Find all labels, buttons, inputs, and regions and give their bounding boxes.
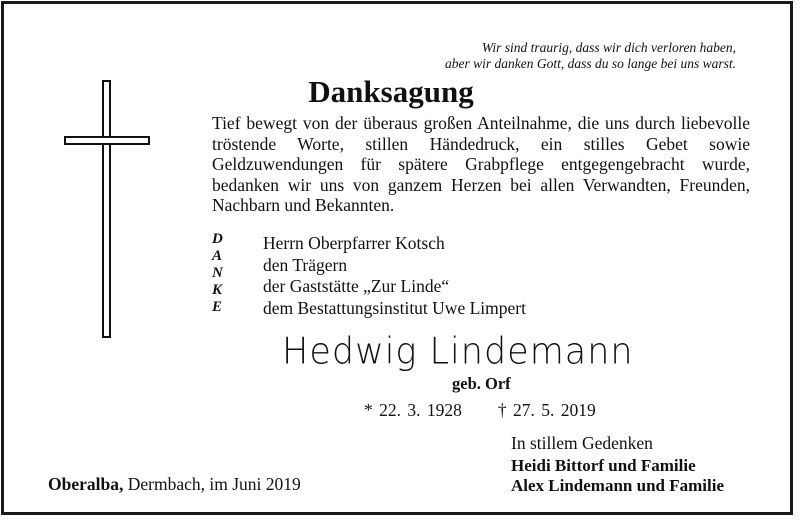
- life-dates: [364, 400, 596, 421]
- obituary-card: [1, 1, 793, 515]
- place-rest: Dermbach, im Juni 2019: [127, 474, 301, 494]
- quote-line-2: aber wir danken Gott, dass du so lange bei uns warst.: [444, 56, 736, 71]
- quote: [445, 40, 736, 72]
- family-line-1: Heidi Bittorf und Familie: [511, 456, 696, 475]
- place-town: Oberalba,: [48, 474, 124, 494]
- danke-letter: A: [212, 248, 223, 264]
- danke-letter: K: [212, 282, 223, 298]
- danke-letter: E: [212, 299, 223, 315]
- quote-line-1: Wir sind traurig, dass wir dich verloren haben,: [481, 40, 736, 55]
- family-signature: [511, 456, 724, 496]
- family-line-2: Alex Lindemann und Familie: [511, 476, 725, 495]
- danke-letter: D: [212, 231, 223, 247]
- page-title: Danksagung: [308, 74, 474, 109]
- list-item: den Trägern: [263, 254, 348, 275]
- thanks-text: Tief bewegt von der überaus großen Anteilnahme, die uns durch liebevolle tröstende Worte, stillen Händedruck, ein stilles Gebet sowie Geldzuwendungen für spätere Grabpflege entgegengebracht wurde, bedanken wir uns von ganzem Herzen bei allen Verwandten, Freunden, Nachbarn und Bekannten.: [212, 113, 750, 215]
- deceased-name: Hedwig Lindemann: [282, 331, 634, 373]
- list-item: Herrn Oberpfarrer Kotsch: [263, 233, 445, 253]
- danke-list: [263, 233, 526, 319]
- place-date: [48, 474, 301, 495]
- danke-letter: N: [212, 265, 223, 281]
- birth-date: * 22. 3. 1928: [364, 400, 462, 420]
- birth-name: geb. Orf: [452, 374, 511, 393]
- danke-letters: [212, 231, 232, 316]
- list-item: dem Bestattungsinstitut Uwe Limpert: [263, 297, 526, 318]
- memorial-intro: In stillem Gedenken: [511, 433, 653, 453]
- cross-icon: [64, 80, 150, 340]
- list-item: der Gaststätte „Zur Linde“: [263, 276, 450, 296]
- death-date: † 27. 5. 2019: [497, 400, 596, 420]
